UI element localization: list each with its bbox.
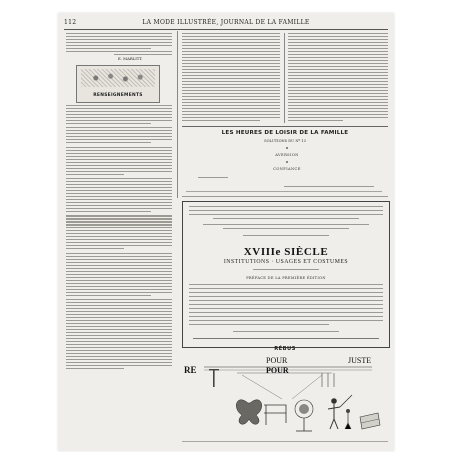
renseignements-ornament — [76, 65, 160, 103]
solution-word-1: AVERSION — [275, 153, 299, 157]
intro-signature-line — [114, 54, 172, 55]
rebus-word-re: RE — [184, 365, 197, 375]
left-intro-signature: E. MARLITT. — [118, 56, 143, 61]
left-column-text — [66, 33, 172, 55]
ad-text-line — [223, 228, 349, 229]
column-divider-2 — [284, 33, 285, 123]
ad-price-line — [193, 338, 379, 339]
rebus-caption-line — [182, 441, 388, 442]
solution-mark — [286, 161, 288, 163]
journal-title: LA MODE ILLUSTRÉE, JOURNAL DE LA FAMILLE — [142, 19, 310, 26]
middle-column — [182, 33, 280, 123]
solution-mark — [286, 147, 288, 149]
book-advertisement — [182, 201, 390, 348]
ad-text-line — [243, 235, 329, 236]
ad-text-line — [253, 269, 319, 270]
ad-text-line — [189, 210, 383, 211]
left-column-body — [66, 105, 172, 371]
rebus-title: RÉBUS — [274, 346, 296, 352]
ad-header-line — [182, 196, 388, 197]
butterfly-icon — [236, 400, 261, 424]
ad-text-line — [189, 206, 383, 207]
rebus-word-juste: JUSTE — [348, 356, 372, 365]
column-divider — [177, 31, 178, 198]
newspaper-page — [58, 13, 394, 451]
heures-title: LES HEURES DE LOISIR DE LA FAMILLE — [221, 130, 349, 136]
solution-footnote-line — [186, 191, 382, 192]
solution-word-2: CONFIANCE — [273, 167, 301, 171]
section-rule — [182, 126, 388, 127]
right-column — [288, 33, 388, 123]
floral-ornament — [81, 69, 155, 87]
ad-subtitle: INSTITUTIONS · USAGES ET COSTUMES — [223, 259, 349, 265]
ad-text-line — [203, 224, 369, 225]
rebus-word-pour: POUR — [266, 356, 288, 365]
ad-title: XVIIIe SIÈCLE — [243, 246, 329, 258]
ad-text-line — [213, 218, 359, 219]
ad-preface-heading: PRÉFACE DE LA PREMIÈRE ÉDITION — [246, 276, 326, 280]
running-header — [64, 19, 388, 30]
left-column — [66, 33, 172, 57]
heures-subtitle: SOLUTIONS DU Nº 13 — [264, 139, 306, 143]
rebus-puzzle — [182, 353, 388, 435]
solution-line — [198, 177, 228, 178]
solution-credit-line — [284, 186, 374, 187]
rebus-word-pour-2: POUR — [266, 366, 289, 375]
page-number: 112 — [64, 19, 77, 26]
ad-text-line — [189, 214, 383, 215]
renseignements-label: RENSEIGNEMENTS — [93, 93, 143, 98]
